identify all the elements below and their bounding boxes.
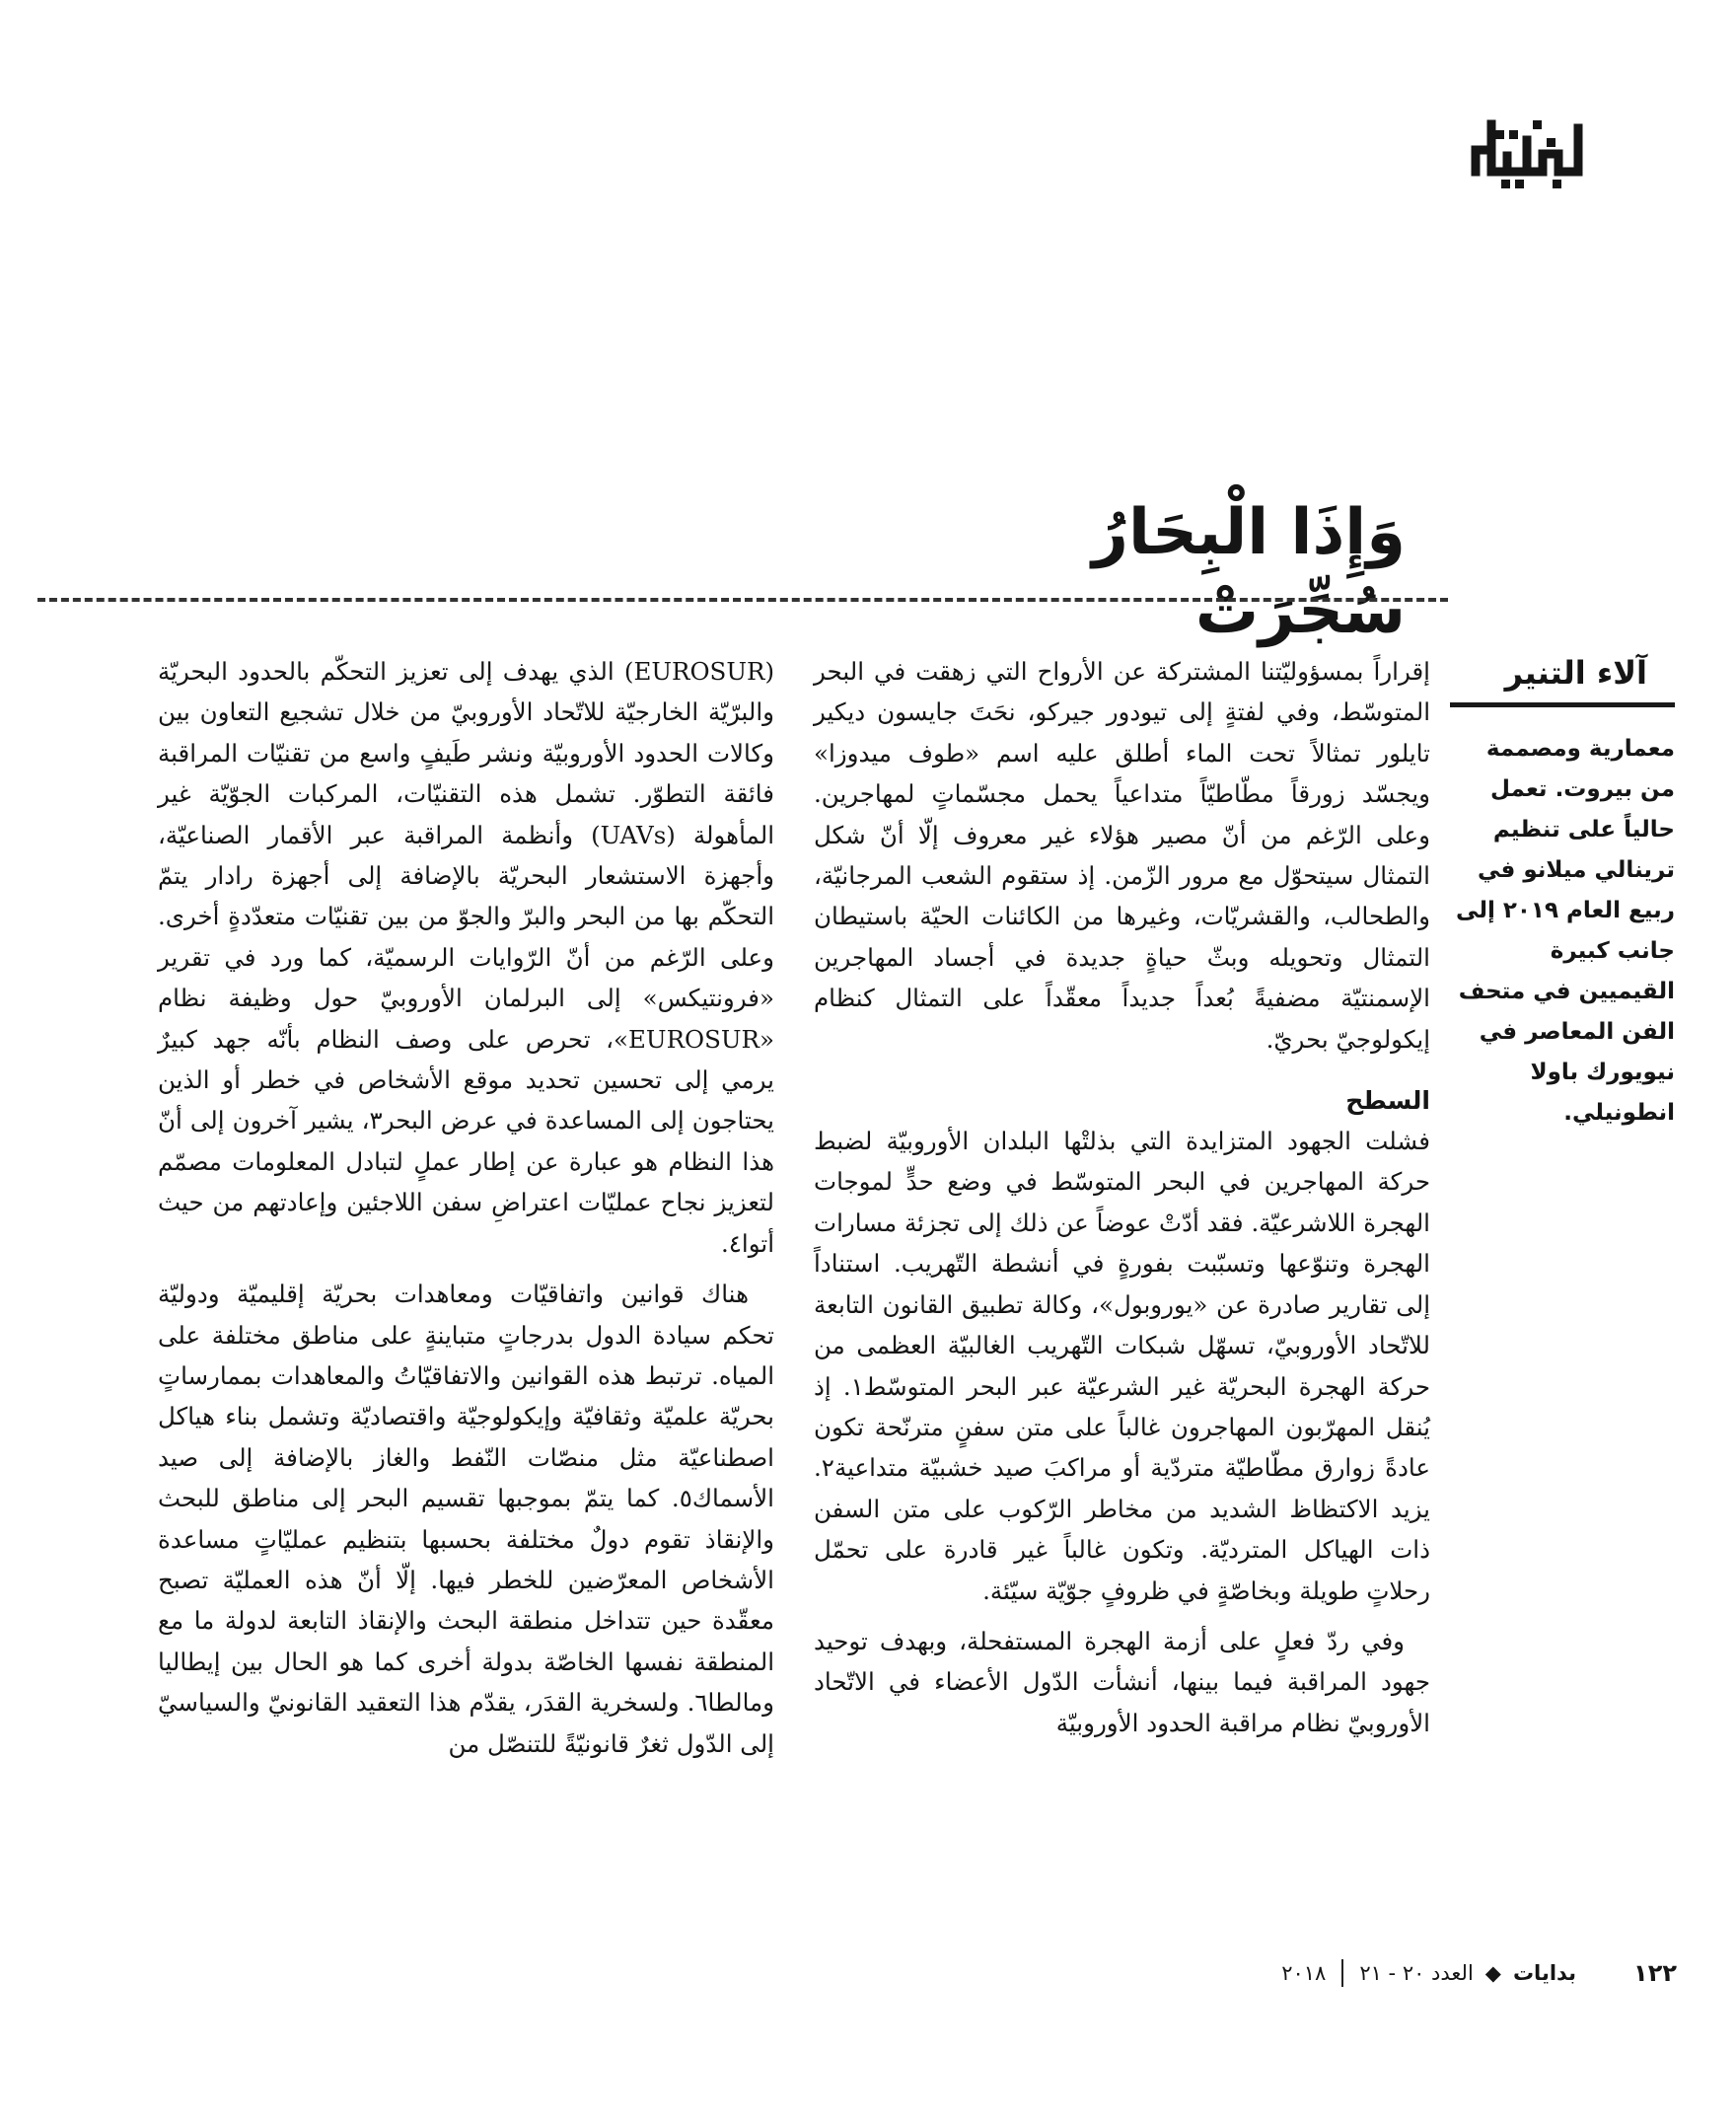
page-footer (986, 1955, 1677, 1991)
title-divider (37, 598, 1448, 602)
section-heading: السطح (1345, 1086, 1430, 1116)
paragraph: إقراراً بمسؤوليّتنا المشتركة عن الأرواح التي زهقت في البحر المتوسّط، وفي لفتةٍ إلى تيودور جيركو، نحَتَ جايسون ديكير تايلور تمثالاً تحت الماء أطلق عليه اسم «طوف ميدوزا» ويجسّد زورقاً مطّاطيّاً متداعياً يحمل مجسّماتٍ لمهاجرين. وعلى الرّغم من أنّ مصير هؤلاء غير معروف إلّا أنّ شكل التمثال سيتحوّل مع مرور الزّمن. إذ ستقوم الشعب المرجانيّة، والطحالب، والقشريّات، وغيرها من الكائنات الحيّة باستيطان التمثال وتحويله وبثّ حياةٍ جديدة في أجساد المهاجرين الإسمنتيّة مضفيةً بُعداً جديداً معقّداً على التمثال كنظام إيكولوجيّ بحريّ. (814, 657, 1430, 1054)
body-column-right (814, 651, 1430, 1753)
issue-number: العدد ٢٠ - ٢١ (1359, 1961, 1474, 1985)
section-logo (1468, 110, 1584, 193)
paragraph: (EUROSUR) الذي يهدف إلى تعزيز التحكّم بالحدود البحريّة والبرّيّة الخارجيّة للاتّحاد الأوروبيّ من خلال تشجيع التعاون بين وكالات الحدود الأوروبيّة ونشر طَيفٍ واسع من تقنيّات المراقبة فائقة التطوّر. تشمل هذه التقنيّات، المركبات الجوّيّة غير المأهولة (UAVs) وأنظمة المراقبة عبر الأقمار الصناعيّة، وأجهزة الاستشعار البحريّة بالإضافة إلى أجهزة رادار يتمّ التحكّم بها من البحر والبرّ والجوّ من بين تقنيّات متعدّدةٍ أخرى. وعلى الرّغم من أنّ الرّوايات الرسميّة، كما ورد في تقرير «فرونتيكس» إلى البرلمان الأوروبيّ حول وظيفة نظام «EUROSUR»، تحرص على وصف النظام بأنّه جهد كبيرٌ يرمي إلى تحسين تحديد موقع الأشخاص في خطر أو الذين يحتاجون إلى المساعدة في عرض البحر٣، يشير آخرون إلى أنّ هذا النظام هو عبارة عن إطار عملٍ لتبادل المعلومات مصمّم لتعزيز نجاح عمليّات اعتراضِ سفن اللاجئين وإعادتهم من حيث أتوا٤. (158, 657, 774, 1258)
issue-year: ٢٠١٨ (1281, 1961, 1327, 1985)
author-name: آلاء التنير (1504, 654, 1647, 692)
body-column-left (158, 651, 774, 1774)
paragraph: وفي ردّ فعلٍ على أزمة الهجرة المستفحلة، وبهدف توحيد جهود المراقبة فيما بينها، أنشأت الدّول الأعضاء في الاتّحاد الأوروبيّ نظام مراقبة الحدود الأوروبيّة (814, 1626, 1430, 1737)
diamond-icon: ◆ (1484, 1961, 1501, 1985)
author-divider (1450, 702, 1675, 707)
author-bio: معمارية ومصممة من بيروت. تعمل حالياً على تنظيم ترينالي ميلانو في ربيع العام ٢٠١٩ إلى جانب كبيرة القيميين في متحف الفن المعاصر في نيويورك باولا انطونيلي. (1456, 736, 1675, 1126)
magazine-name: بدايات (1512, 1961, 1577, 1985)
footer-separator (1341, 1959, 1343, 1987)
page-number: ١٢٢ (1633, 1959, 1677, 1987)
article-title: وَإِذَا الْبِحَارُ سُجِّرَتْ (1092, 496, 1406, 648)
paragraph: فشلت الجهود المتزايدة التي بذلتْها البلدان الأوروبيّة لضبط حركة المهاجرين في البحر المتوسّط في وضع حدٍّ لموجات الهجرة اللاشرعيّة. فقد أدّتْ عوضاً عن ذلك إلى تجزئة مسارات الهجرة وتنوّعها وتسبّبت بفورةٍ في أنشطة التّهريب. استناداً إلى تقارير صادرة عن «يوروبول»، وكالة تطبيق القانون التابعة للاتّحاد الأوروبيّ، تسهّل شبكات التّهريب الغالبيّة العظمى من حركة الهجرة البحريّة غير الشرعيّة عبر البحر المتوسّط١. إذ يُنقل المهرّبون المهاجرون غالباً على متن سفنٍ مترنّحة تكون عادةً زوارق مطّاطيّة متردّية أو مراكبَ صيد خشبيّة متداعية٢. يزيد الاكتظاظ الشديد من مخاطر الرّكوب على متن السفن ذات الهياكل المترديّة. وتكون غالباً غير قادرة على تحمّل رحلاتٍ طويلة وبخاصّةٍ في ظروفٍ جوّيّة سيّئة. (814, 1127, 1431, 1605)
paragraph: هناك قوانين واتفاقيّات ومعاهدات بحريّة إقليميّة ودوليّة تحكم سيادة الدول بدرجاتٍ متباينةٍ على مناطق مختلفة على المياه. ترتبط هذه القوانين والاتفاقيّاتُ والمعاهدات بممارساتٍ بحريّة علميّة وثقافيّة وإيكولوجيّة واقتصاديّة وتشمل بناء هياكل اصطناعيّة مثل منصّات النّفط والغاز بالإضافة إلى صيد الأسماك٥. كما يتمّ بموجبها تقسيم البحر إلى مناطق للبحث والإنقاذ تقوم دولٌ مختلفة بحسبها بتنظيم عمليّاتٍ مساعدة الأشخاص المعرّضين للخطر فيها. إلّا أنّ هذه العمليّة تصبح معقّدة حين تتداخل منطقة البحث والإنقاذ التابعة لدولة ما مع المنطقة نفسها الخاصّة بدولة أخرى كما هو الحال بين إيطاليا ومالطا٦. ولسخرية القدَر، يقدّم هذا التعقيد القانونيّ والسياسيّ إلى الدّول ثغرٌ قانونيّةً للتنصّل من (158, 1280, 774, 1758)
author-sidebar (1450, 651, 1675, 1134)
